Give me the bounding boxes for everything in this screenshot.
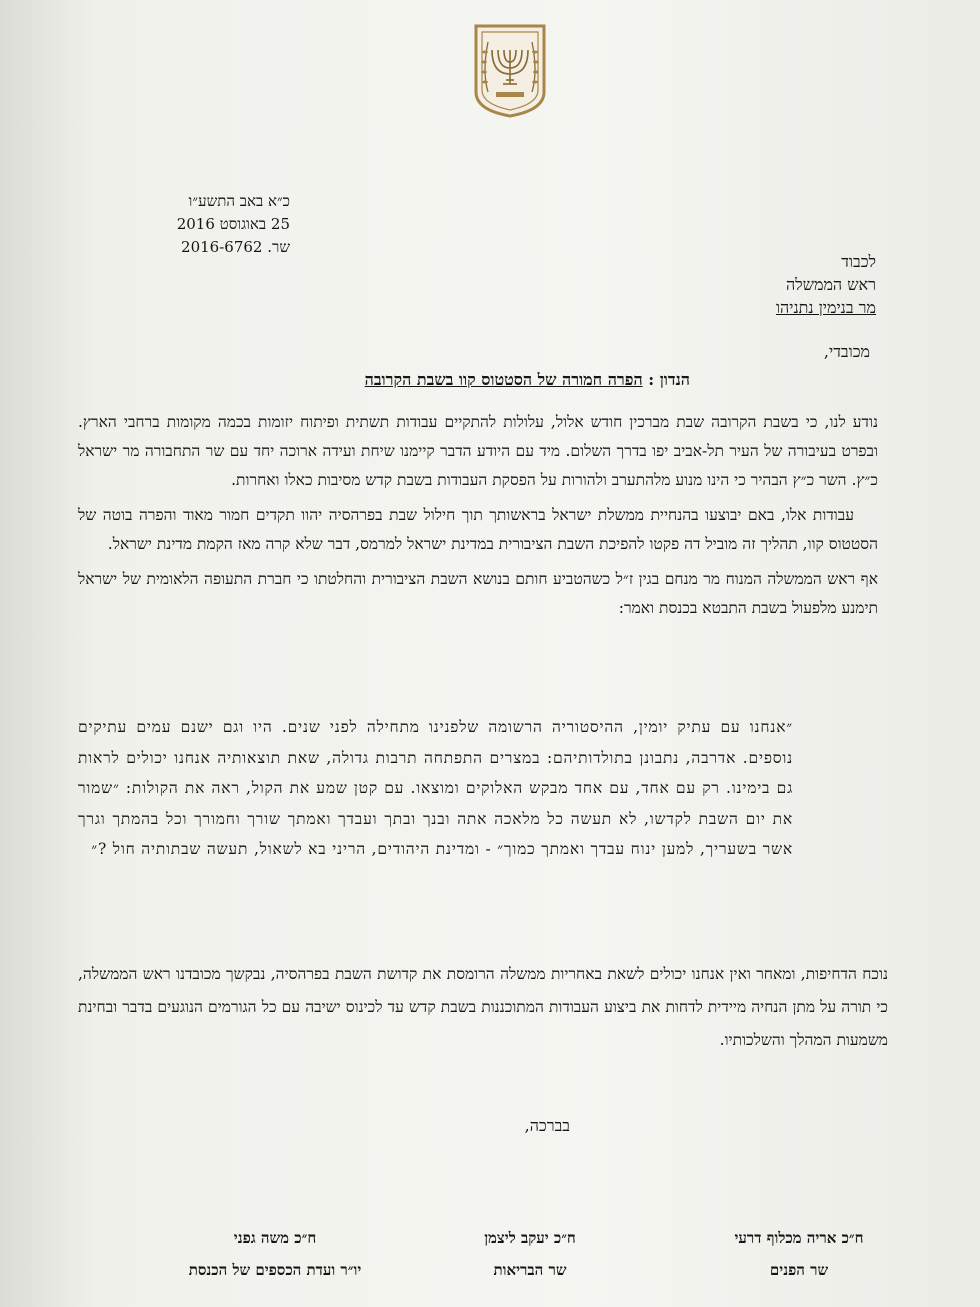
signatory-role: שר הפנים [769, 1261, 829, 1279]
subject-line [365, 370, 690, 390]
signatory-deri [694, 1222, 904, 1286]
signatory-name: ח״כ יעקב ליצמן [484, 1229, 576, 1247]
hebrew-date: כ״א באב התשע״ו [188, 192, 290, 210]
begin-quote: ״אנחנו עם עתיק יומין, ההיסטוריה הרשומה שלפנינו מתחילה לפני שנים. היו וגם ישנם עמים עתיקים נוספים. אדרבה, נתבונן בתולדותיהם: במצרים התפתחה תרבות גדולה, שאת תוצאותיה אנחנו יכולים לראות גם בימינו. רק עם אחד, עם אחד מבקש האלוקים ומוצאו. עם קטן שמע את הקול, ראה את הקולות: ״שמור את יום השבת לקדשו, לא תעשה כל מלאכה אתה ובנך ובתך ועבדך ואמתך שורך וחמורך וכל בהמתך וגרך אשר בשעריך, למען ינוח עבדך ואמתך כמוך״ - ומדינת היהודים, הריני בא לשאול, תעשה שבתותיה חול ?״ [78, 718, 793, 858]
salutation: מכובדי, [823, 342, 870, 361]
letter-body [78, 408, 878, 629]
recipient-honorific: לכבוד [841, 252, 876, 271]
state-emblem-icon [470, 22, 550, 118]
paragraph-3: אף ראש הממשלה המנוח מר מנחם בגין ז״ל כשהטביע חותם בנושא השבת הציבורית והחלטתו כי חברת התעופה הלאומית של ישראל תימנע מלפעול בשבת התבטא בכנסת ואמר: [78, 570, 878, 617]
paragraph-4: נוכח הדחיפות, ומאחר ואין אנחנו יכולים לשאת באחריות ממשלה הרומסת את קדושת השבת בפרהסיה, נבקשך מכובדנו ראש הממשלה, כי תורה על מתן הנחיה מיידית לדחות את ביצוע העבודות המתוכננות בשבת קדש עד לכינוס ישיבה עם כל הגורמים הנוגעים בדבר ובחינת משמעות המהלך והשלכותיו. [78, 965, 888, 1049]
signatory-role: שר הבריאות [493, 1261, 567, 1279]
paragraph-2: עבודות אלו, באם יבוצעו בהנחיית ממשלת ישראל בראשותך תוך חילול שבת בפרהסיה יהוו תקדים חמור מאוד והפרה בוטה של הסטטוס קוו, תהליך זה מוביל דה פקטו להפיכת השבת הציבורית במדינת ישראל למרמס, דבר שלא קרה מאז הקמת מדינת ישראל. [78, 506, 878, 553]
recipient-name: מר בנימין נתניהו [775, 298, 876, 317]
closing: בברכה, [524, 1116, 570, 1135]
recipient-block [576, 250, 876, 319]
signatory-name: ח״כ אריה מכלוף דרעי [734, 1229, 864, 1247]
signatory-role: יו״ר ועדת הכספים של הכנסת [188, 1261, 362, 1279]
signatory-gafni [180, 1222, 370, 1286]
signatory-name: ח״כ משה גפני [233, 1229, 317, 1247]
reference-number: שר. 2016-6762 [181, 238, 290, 256]
paragraph-1: נודע לנו, כי בשבת הקרובה שבת מברכין חודש אלול, עלולות להתקיים עבודות תשתית ופיתוח יזומות בכמה מקומות ברחבי הארץ. ובפרט בעיבורה של העיר תל-אביב יפו בדרך השלום. מיד עם היודע הדבר קיימנו שיחת ועידה ארוכה יחד עם שר התחבורה מר ישראל כ״ץ. השר כ״ץ הבהיר כי הינו מנוע מלהתערב ולהורות על הפסקת העבודות בשבת קדש מסיבות כאלו ואחרות. [78, 413, 878, 489]
recipient-title: ראש הממשלה [785, 275, 876, 294]
date-block [130, 190, 290, 259]
signatory-litzman [445, 1222, 615, 1286]
subject-label: הנדון : [648, 370, 690, 389]
subject-text: הפרה חמורה של הסטטוס קוו בשבת הקרובה [364, 370, 643, 389]
gregorian-date: 25 באוגוסט 2016 [176, 215, 290, 233]
